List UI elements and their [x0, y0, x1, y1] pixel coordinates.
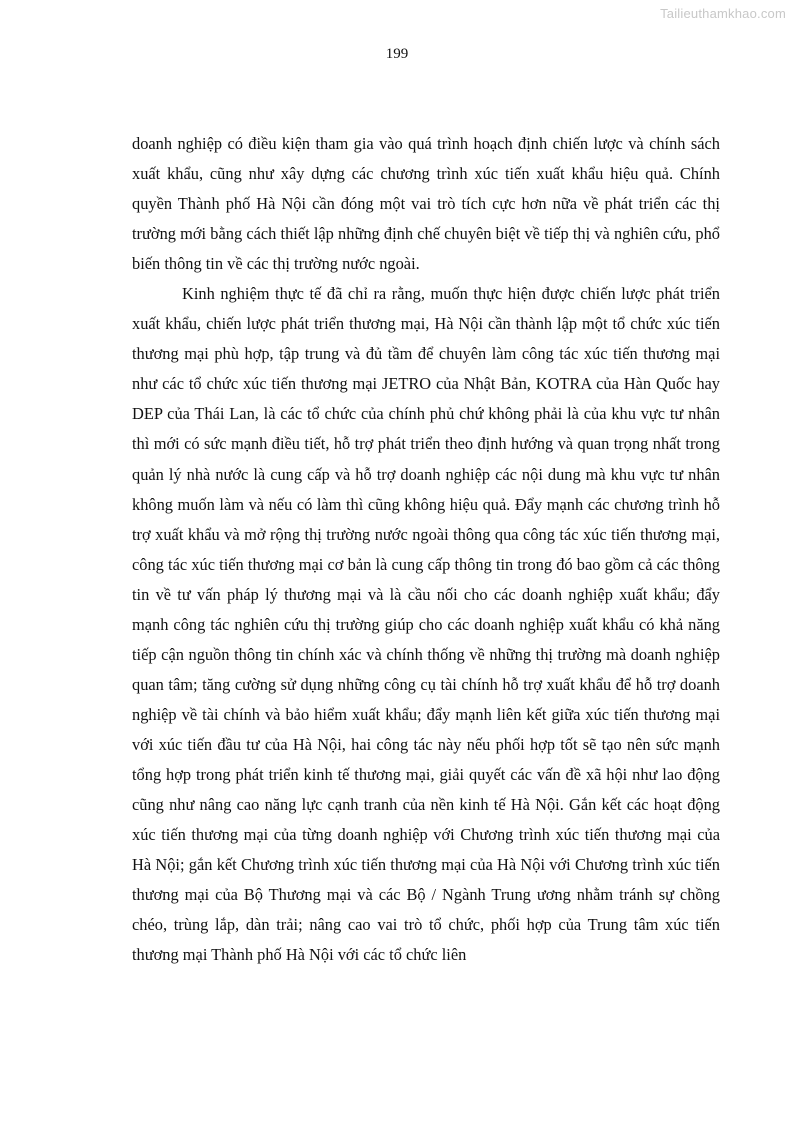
- page-number: 199: [385, 46, 409, 62]
- paragraph-continuation: doanh nghiệp có điều kiện tham gia vào quá trình hoạch định chiến lược và chính sách xuất khẩu, cũng như xây dựng các chương trình xúc tiến xuất khẩu hiệu quả. Chính quyền Thành phố Hà Nội cần đóng một vai trò tích cực hơn nữa về phát triển các thị trường mới bằng cách thiết lập những định chế chuyên biệt về tiếp thị và nghiên cứu, phổ biến thông tin về các thị trường nước ngoài.: [132, 134, 720, 274]
- document-body: [132, 129, 720, 970]
- paragraph-experience: Kinh nghiệm thực tế đã chỉ ra rằng, muốn thực hiện được chiến lược phát triển xuất khẩu, chiến lược phát triển thương mại, Hà Nội cần thành lập một tổ chức xúc tiến thương mại phù hợp, tập trung và đủ tầm để chuyên làm công tác xúc tiến thương mại như các tổ chức xúc tiến thương mại JETRO của Nhật Bản, KOTRA của Hàn Quốc hay DEP của Thái Lan, là các tổ chức của chính phủ chứ không phải là của khu vực tư nhân thì mới có sức mạnh điều tiết, hỗ trợ phát triển theo định hướng và quan trọng nhất trong quản lý nhà nước là cung cấp và hỗ trợ doanh nghiệp các nội dung mà khu vực tư nhân không muốn làm và nếu có làm thì cũng không hiệu quả. Đẩy mạnh các chương trình hỗ trợ xuất khẩu và mở rộng thị trường nước ngoài thông qua công tác xúc tiến thương mại, công tác xúc tiến thương mại cơ bản là cung cấp thông tin trong đó bao gồm cả các thông tin về tư vấn pháp lý thương mại và là cầu nối cho các doanh nghiệp xuất khẩu; đẩy mạnh công tác nghiên cứu thị trường giúp cho các doanh nghiệp xuất khẩu có khả năng tiếp cận nguồn thông tin chính xác và chính thống về những thị trường mà doanh nghiệp quan tâm; tăng cường sử dụng những công cụ tài chính hỗ trợ xuất khẩu để hỗ trợ doanh nghiệp về tài chính và bảo hiểm xuất khẩu; đẩy mạnh liên kết giữa xúc tiến thương mại với xúc tiến đầu tư của Hà Nội, hai công tác này nếu phối hợp tốt sẽ tạo nên sức mạnh tổng hợp trong phát triển kinh tế thương mại, giải quyết các vấn đề xã hội như lao động cũng như nâng cao năng lực cạnh tranh của nền kinh tế Hà Nội. Gắn kết các hoạt động xúc tiến thương mại của từng doanh nghiệp với Chương trình xúc tiến thương mại của Hà Nội; gắn kết Chương trình xúc tiến thương mại của Hà Nội với Chương trình xúc tiến thương mại của Bộ Thương mại và các Bộ / Ngành Trung ương nhằm tránh sự chồng chéo, trùng lắp, dàn trải; nâng cao vai trò tổ chức, phối hợp của Trung tâm xúc tiến thương mại Thành phố Hà Nội với các tổ chức liên: [132, 284, 720, 965]
- watermark-text: Tailieuthamkhao.com: [660, 6, 786, 21]
